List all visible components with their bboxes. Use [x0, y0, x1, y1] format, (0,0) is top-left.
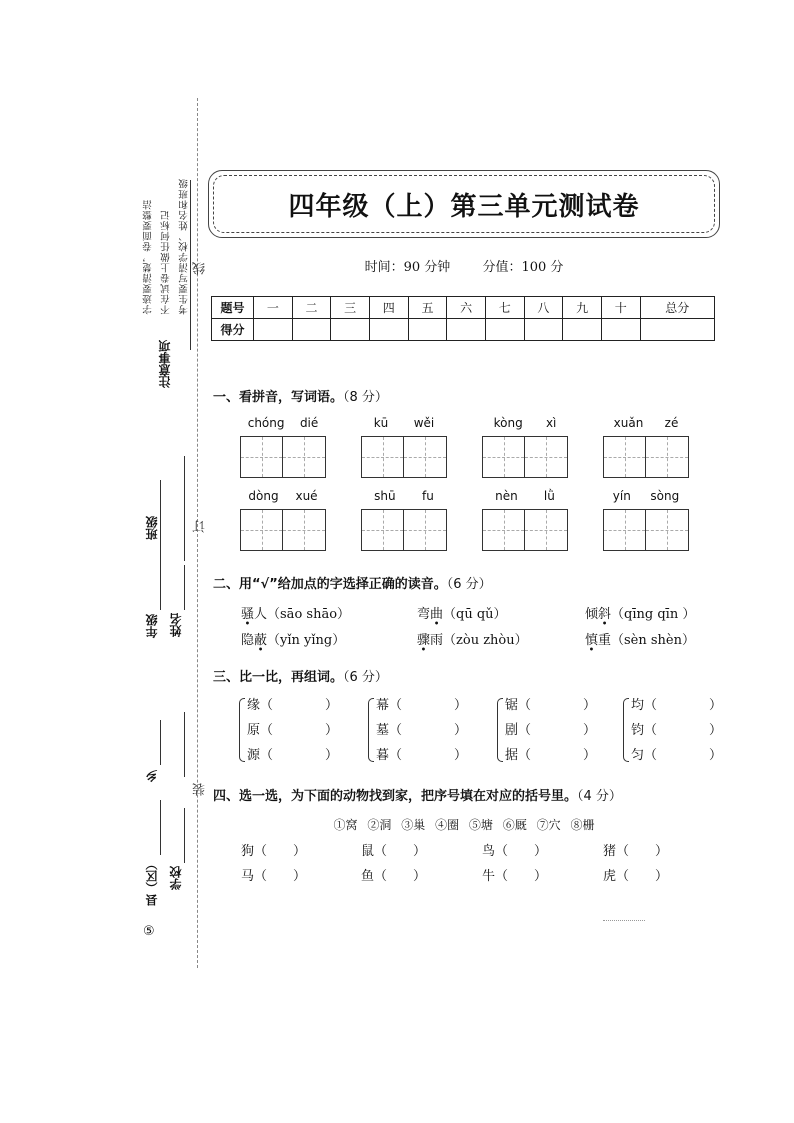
home-options	[208, 816, 720, 833]
compare-row[interactable]: 幕（ ）	[376, 698, 468, 713]
writing-box[interactable]	[240, 509, 283, 551]
home-option: ③巢	[401, 818, 426, 832]
reading-char: 弯	[417, 607, 431, 622]
compare-row[interactable]: 锯（ ）	[505, 698, 597, 713]
home-option: ⑧栅	[570, 818, 595, 832]
animal-item[interactable]: 鱼（ ）	[361, 869, 427, 884]
reading-item[interactable]	[417, 603, 507, 622]
compare-row[interactable]: 剧（ ）	[505, 723, 597, 738]
notice-line: 不在试卷上做任何标记	[161, 209, 172, 315]
dotted-char: 斜	[598, 607, 612, 622]
writing-box[interactable]	[646, 509, 689, 551]
section3-title	[213, 666, 388, 685]
page-title: 四年级（上）第三单元测试卷	[288, 191, 640, 222]
animal-item[interactable]: 牛（ ）	[482, 869, 548, 884]
writing-box[interactable]	[404, 509, 447, 551]
pinyin-syllable: kū	[373, 416, 389, 430]
writing-box[interactable]	[482, 436, 525, 478]
reading-options: （qīng qīn ）	[611, 607, 696, 622]
exam-time: 时间：90 分钟	[364, 260, 451, 275]
class-label: 班级	[145, 516, 159, 540]
writing-box[interactable]	[283, 436, 326, 478]
score-column-header: 总分	[640, 297, 714, 319]
score-column-header: 八	[524, 297, 563, 319]
notice-line: 字迹要清楚，卷面要整洁	[143, 199, 154, 315]
compare-row[interactable]: 暮（ ）	[376, 748, 468, 763]
brace	[239, 698, 245, 762]
reading-options: 人（sāo shāo）	[254, 607, 351, 622]
exam-meta	[208, 256, 720, 275]
notice-label: 注意事项	[158, 340, 172, 388]
compare-row[interactable]: 均（ ）	[631, 698, 723, 713]
score-value-row	[212, 319, 715, 341]
animal-item[interactable]: 猪（ ）	[603, 844, 669, 859]
writing-box[interactable]	[240, 436, 283, 478]
pinyin-syllable: xì	[545, 416, 557, 430]
township-underline[interactable]	[160, 720, 161, 765]
section2-points: （6 分）	[446, 577, 492, 592]
score-column-header: 六	[447, 297, 486, 319]
section4-points: （4 分）	[577, 789, 622, 804]
score-column-header: 二	[292, 297, 331, 319]
dotted-char: 曲	[430, 607, 444, 622]
pinyin-syllable: nèn	[495, 489, 518, 503]
school-top-underline[interactable]	[184, 712, 185, 777]
school-underline[interactable]	[184, 808, 185, 863]
reading-item[interactable]	[585, 629, 695, 648]
footer-dotted-rule	[603, 920, 645, 921]
compare-row[interactable]: 墓（ ）	[376, 723, 468, 738]
pinyin-item	[361, 416, 447, 478]
class-underline[interactable]	[184, 456, 185, 561]
animal-item[interactable]: 狗（ ）	[241, 844, 307, 859]
section3-points: （6 分）	[343, 670, 388, 685]
reading-char: 倾	[585, 607, 599, 622]
score-cell[interactable]	[254, 319, 293, 341]
score-cell[interactable]	[331, 319, 370, 341]
animal-item[interactable]: 马（ ）	[241, 869, 307, 884]
township-label: 乡	[145, 770, 159, 782]
fold-char: 装	[193, 783, 208, 796]
animal-item[interactable]: 鼠（ ）	[361, 844, 427, 859]
pinyin-syllable: fu	[421, 489, 434, 503]
section2-title-text: 二、用“√”给加点的字选择正确的读音。	[213, 577, 447, 592]
dotted-char: 骚	[241, 607, 255, 622]
home-option: ①窝	[333, 818, 358, 832]
pinyin-syllable: chóng	[247, 416, 285, 430]
section1-title-text: 一、看拼音，写词语。	[213, 390, 344, 405]
notice-line: 考生要写清学校、姓名和班级	[179, 178, 190, 315]
pinyin-syllable: xuǎn	[613, 416, 644, 430]
pinyin-syllable: yín	[612, 489, 631, 503]
notice-lines	[142, 178, 192, 315]
score-table	[211, 296, 715, 341]
name-underline[interactable]	[184, 565, 185, 610]
section4-title	[213, 785, 622, 804]
staple-char: 订	[193, 520, 208, 533]
reading-char: 隐	[241, 633, 255, 648]
score-cell[interactable]	[601, 319, 640, 341]
pinyin-syllable: kòng	[493, 416, 523, 430]
pinyin-item	[603, 489, 689, 551]
brace	[497, 698, 503, 762]
writing-box[interactable]	[361, 509, 404, 551]
score-column-header: 十	[601, 297, 640, 319]
score-column-header: 四	[369, 297, 408, 319]
grade-underline[interactable]	[160, 480, 161, 610]
pinyin-syllable: xué	[295, 489, 318, 503]
writing-box[interactable]	[525, 509, 568, 551]
pinyin-item	[482, 489, 568, 551]
score-header-row	[212, 297, 715, 319]
pinyin-item	[240, 489, 326, 551]
animal-item[interactable]: 虎（ ）	[603, 869, 669, 884]
score-column-header: 七	[485, 297, 524, 319]
dotted-char: 蔽	[254, 633, 268, 648]
pinyin-item	[361, 489, 447, 551]
title-frame	[208, 170, 720, 238]
score-column-header: 一	[254, 297, 293, 319]
pinyin-syllable: lǜ	[543, 489, 555, 503]
score-row-label: 得分	[212, 319, 254, 341]
binding-dashed-line	[197, 98, 198, 968]
line-char: 线	[193, 262, 208, 275]
score-header-label: 题号	[212, 297, 254, 319]
page-number: ⑤	[143, 924, 155, 939]
writing-box[interactable]	[603, 509, 646, 551]
county-label: 县（区）	[145, 858, 159, 906]
pinyin-syllable: dòng	[248, 489, 279, 503]
reading-options: 重（sèn shèn）	[598, 633, 695, 648]
score-column-header: 三	[331, 297, 370, 319]
score-column-header: 九	[563, 297, 602, 319]
pinyin-syllable: sòng	[650, 489, 680, 503]
pinyin-item	[482, 416, 568, 478]
dotted-char: 骤	[417, 633, 431, 648]
score-cell[interactable]	[563, 319, 602, 341]
home-option: ⑤塘	[468, 818, 493, 832]
dotted-char: 慎	[585, 633, 599, 648]
home-option: ②洞	[367, 818, 392, 832]
home-option: ⑦穴	[536, 818, 561, 832]
compare-row[interactable]: 原（ ）	[247, 723, 339, 738]
reading-item[interactable]	[241, 629, 345, 648]
pinyin-syllable: dié	[299, 416, 319, 430]
compare-row[interactable]: 缘（ ）	[247, 698, 339, 713]
section2-title	[213, 573, 492, 592]
title-inner-frame	[213, 175, 715, 233]
compare-row[interactable]: 匀（ ）	[631, 748, 723, 763]
school-label: 学校	[169, 866, 183, 890]
grade-label: 年级	[145, 614, 159, 638]
writing-box[interactable]	[361, 436, 404, 478]
section3-title-text: 三、比一比，再组词。	[213, 670, 344, 685]
compare-row[interactable]: 据（ ）	[505, 748, 597, 763]
reading-options: （yǐn yǐng）	[267, 633, 346, 648]
compare-row[interactable]: 钧（ ）	[631, 723, 723, 738]
score-cell[interactable]	[640, 319, 714, 341]
reading-options: 雨（zòu zhòu）	[430, 633, 528, 648]
brace	[368, 698, 374, 762]
score-column-header: 五	[408, 297, 447, 319]
brace	[623, 698, 629, 762]
section1-title	[213, 386, 388, 405]
compare-row[interactable]: 源（ ）	[247, 748, 339, 763]
home-option: ④圈	[435, 818, 460, 832]
writing-box[interactable]	[482, 509, 525, 551]
score-cell[interactable]	[447, 319, 486, 341]
score-cell[interactable]	[524, 319, 563, 341]
exam-score: 分值：100 分	[482, 260, 564, 275]
score-cell[interactable]	[292, 319, 331, 341]
writing-box[interactable]	[404, 436, 447, 478]
writing-box[interactable]	[525, 436, 568, 478]
writing-box[interactable]	[603, 436, 646, 478]
county-underline[interactable]	[160, 800, 161, 855]
score-cell[interactable]	[369, 319, 408, 341]
score-cell[interactable]	[485, 319, 524, 341]
section4-title-text: 四、选一选，为下面的动物找到家，把序号填在对应的括号里。	[213, 789, 578, 804]
pinyin-syllable: zé	[664, 416, 679, 430]
reading-item[interactable]	[585, 603, 695, 622]
reading-item[interactable]	[241, 603, 350, 622]
home-option: ⑥厩	[502, 818, 527, 832]
score-cell[interactable]	[408, 319, 447, 341]
writing-box[interactable]	[283, 509, 326, 551]
reading-options: （qū qǔ）	[443, 607, 507, 622]
writing-box[interactable]	[646, 436, 689, 478]
reading-item[interactable]	[417, 629, 528, 648]
pinyin-item	[603, 416, 689, 478]
pinyin-syllable: wěi	[413, 416, 435, 430]
pinyin-syllable: shū	[374, 489, 396, 503]
pinyin-item	[240, 416, 326, 478]
name-label: 姓名	[169, 613, 183, 637]
animal-item[interactable]: 鸟（ ）	[482, 844, 548, 859]
section1-points: （8 分）	[343, 390, 388, 405]
